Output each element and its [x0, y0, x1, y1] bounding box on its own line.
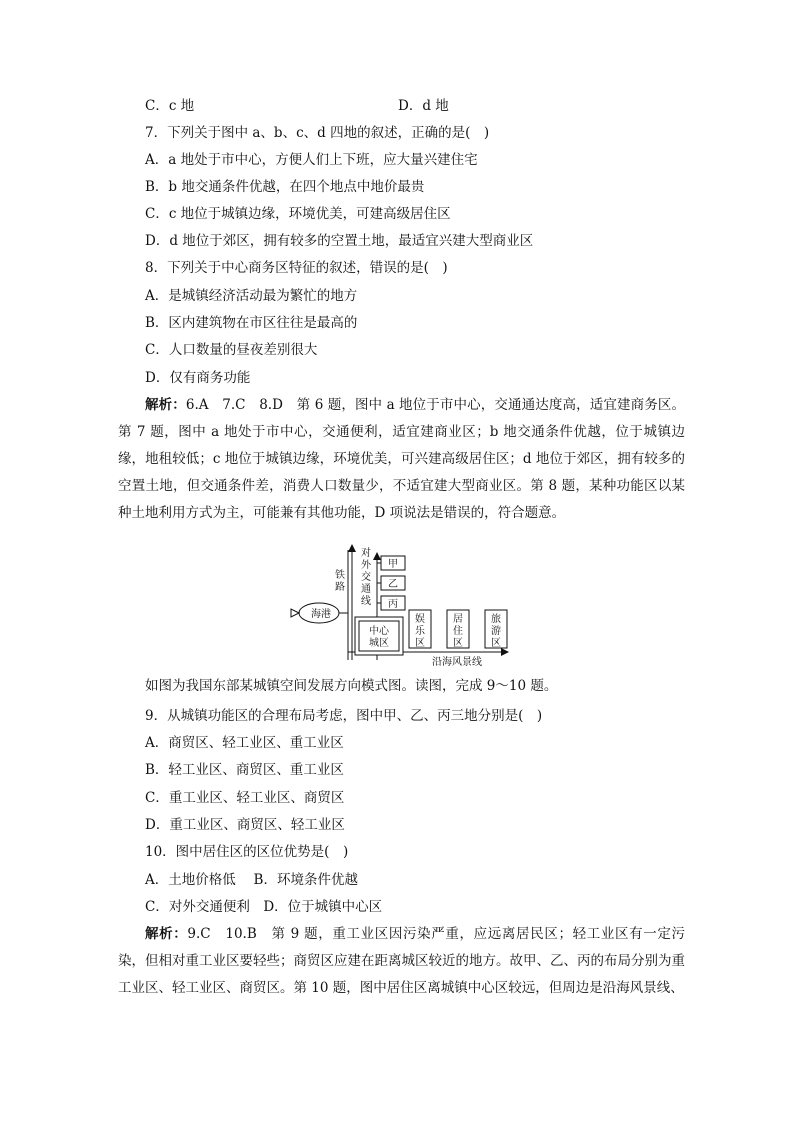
q7-option-d: D．d 地位于郊区，拥有较多的空置土地，最适宜兴建大型商业区 [145, 233, 534, 249]
entertain-char-3: 区 [415, 638, 425, 649]
entertain-char-1: 娱 [415, 614, 425, 625]
q10-stem: 10．图中居住区的区位优势是( ) [145, 844, 349, 860]
label-port: 海港 [311, 609, 331, 620]
analysis-1-label: 解析： [145, 397, 186, 413]
q8-option-b: B．区内建筑物在市区往往是最高的 [145, 315, 358, 331]
q8-option-d: D．仅有商务功能 [145, 370, 251, 386]
analysis-1-answers: 6.A 7.C 8.D [185, 397, 297, 413]
q6-option-c: C．c 地 [145, 98, 195, 114]
entertain-char-2: 乐 [415, 626, 425, 637]
residence-char-2: 住 [453, 626, 463, 637]
analysis-1-text: 第 6 题，图中 a 地位于市中心，交通通达度高，适宜建商务区。第 7 题，图中 a 地处于市中心，交通便利，适宜建商业区；b 地交通条件优越，位于城镇边缘，地租较低；c 地位于城镇边缘，环境优美，可兴建高级居住区；d 地位于郊区，拥有较多的空置土地，但交通条件差，消费人口数量少，不适宜建大型商业区。第 8 题，某种功能区以某种土地利用方式为主，可能兼有其他功能，D 项说法是错误的，符合题意。 [118, 397, 685, 521]
q9-stem: 9．从城镇功能区的合理布局考虑，图中甲、乙、丙三地分别是( ) [145, 708, 543, 724]
q8-stem: 8．下列关于中心商务区特征的叙述，错误的是( ) [145, 260, 448, 276]
label-bing: 丙 [388, 599, 398, 610]
q9-option-b: B．轻工业区、商贸区、重工业区 [145, 762, 344, 778]
tourism-char-1: 旅 [491, 614, 501, 625]
label-coast: 沿海风景线 [432, 657, 482, 668]
label-center-2: 城区 [369, 638, 389, 649]
q7-option-c: C．c 地位于城镇边缘，环境优美，可建高级居住区 [145, 206, 451, 222]
q10-option-cd: C．对外交通便利 D．位于城镇中心区 [145, 899, 383, 915]
transport-char-5: 线 [361, 596, 371, 607]
q8-option-c: C．人口数量的昼夜差别很大 [145, 342, 318, 358]
residence-char-3: 区 [453, 638, 463, 649]
label-jia: 甲 [388, 559, 398, 570]
tourism-char-2: 游 [491, 626, 501, 637]
city-layout-diagram [285, 542, 515, 672]
tourism-char-3: 区 [491, 638, 501, 649]
q6-option-d: D．d 地 [398, 98, 449, 114]
q7-stem: 7．下列关于图中 a、b、c、d 四地的叙述，正确的是( ) [145, 125, 490, 141]
q9-option-d: D．重工业区、商贸区、轻工业区 [145, 817, 345, 833]
transport-char-2: 外 [361, 560, 371, 571]
analysis-2-answers: 9.C 10.B [187, 926, 272, 942]
q7-option-b: B．b 地交通条件优越，在四个地点中地价最贵 [145, 179, 425, 195]
transport-char-1: 对 [361, 548, 371, 559]
analysis-2-text: 第 9 题，重工业区因污染严重，应远离居民区；轻工业区有一定污染，但相对重工业区要轻些；商贸区应建在距离城区较近的地方。故甲、乙、丙的布局分别为重工业区、轻工业区、商贸区。第 10 题，图中居住区离城镇中心区较远，但周边是沿海风景线、 [118, 926, 686, 996]
port-arrowhead [291, 609, 299, 617]
analysis-2-label: 解析： [145, 926, 188, 942]
q7-option-a: A．a 地处于市中心，方便人们上下班，应大量兴建住宅 [145, 152, 478, 168]
q9-option-a: A．商贸区、轻工业区、重工业区 [145, 735, 344, 751]
rail-char-2: 路 [335, 582, 345, 593]
transport-char-4: 通 [361, 584, 371, 595]
intro-text: 如图为我国东部某城镇空间发展方向模式图。读图，完成 9～10 题。 [145, 678, 558, 694]
rail-char-1: 铁 [335, 570, 345, 581]
analysis-1 [118, 392, 685, 527]
q10-option-ab: A．土地价格低 B．环境条件优越 [145, 872, 358, 888]
q9-option-c: C．重工业区、轻工业区、商贸区 [145, 790, 345, 806]
q8-option-a: A．是城镇经济活动最为繁忙的地方 [145, 288, 358, 304]
label-center-1: 中心 [369, 626, 389, 637]
residence-char-1: 居 [453, 614, 463, 625]
analysis-2 [118, 921, 685, 1002]
label-yi: 乙 [388, 579, 398, 590]
transport-char-3: 交 [361, 572, 371, 583]
